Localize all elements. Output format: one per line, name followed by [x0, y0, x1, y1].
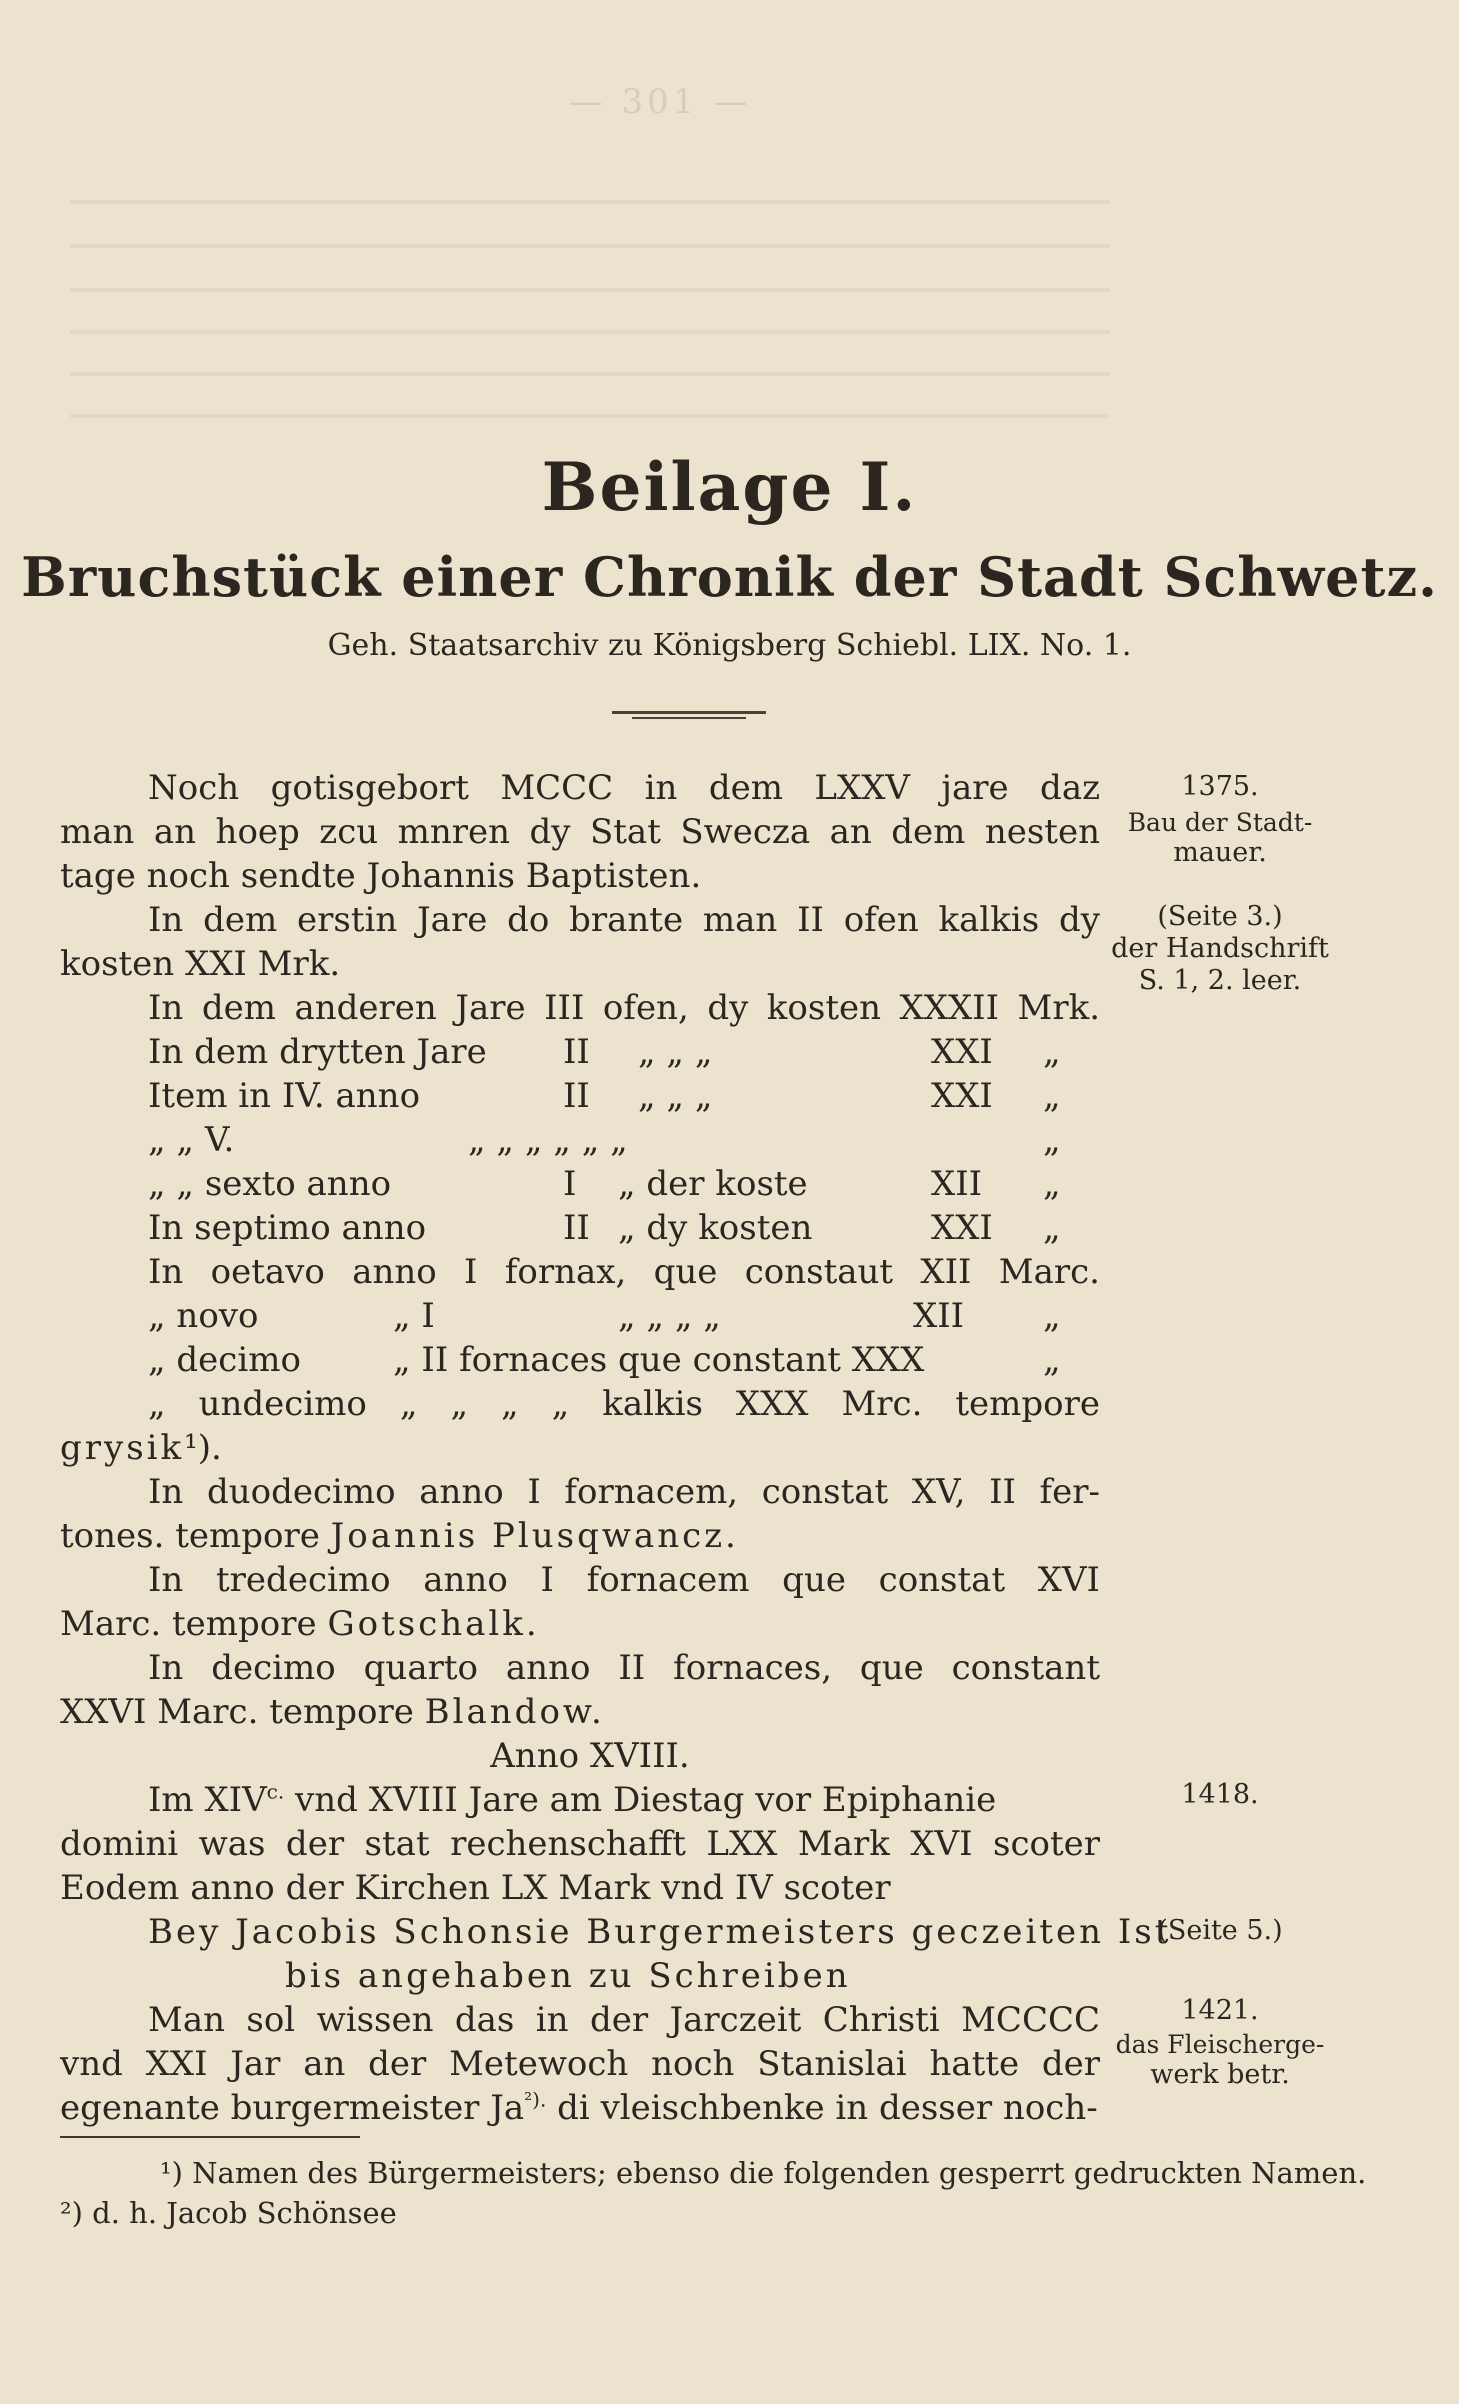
- bleedthrough-line: [70, 288, 1110, 292]
- ditto-mark: „: [1043, 1208, 1061, 1248]
- margin-year: 1375.: [1181, 771, 1259, 802]
- text-line: vnd XXI Jar an der Metewoch noch Stanislai hatte der: [60, 2044, 1100, 2084]
- text-line: [148, 1778, 1100, 1822]
- footnote-ref: ¹).: [184, 1428, 222, 1468]
- margin-note: S. 1, 2. leer.: [1138, 965, 1302, 996]
- text-line: [60, 1514, 1100, 1558]
- text-line: „ undecimo „ „ „ „ kalkis XXX Mrc. tempore: [148, 1384, 1100, 1424]
- margin-note: das Fleischerge-: [1115, 2030, 1325, 2059]
- kiln-cost: XII: [913, 1296, 965, 1336]
- text-line: In dem anderen Jare III ofen, dy kosten XXXII Mrk.: [148, 988, 1100, 1028]
- text-line: Eodem anno der Kirchen LX Mark vnd IV scoter: [60, 1868, 891, 1908]
- text-line: Bey Jacobis Schonsie Burgermeisters geczeiten Ist: [148, 1912, 1172, 1952]
- ditto-mark: „: [1043, 1296, 1061, 1336]
- text-line: Man sol wissen das in der Jarczeit Christi MCCCC: [148, 2000, 1100, 2040]
- kiln-year: Item in IV. anno: [148, 1076, 421, 1116]
- text-line: [60, 2086, 1100, 2130]
- year-heading: Anno XVIII.: [490, 1736, 690, 1776]
- footnote-1: ¹) Namen des Bürgermeisters; ebenso die folgenden gesperrt gedruckten Namen.: [160, 2156, 1367, 2190]
- kiln-year: In septimo anno: [148, 1208, 427, 1248]
- margin-note: (Seite 5.): [1157, 1915, 1283, 1946]
- text-fragment: Marc. tempore: [60, 1604, 317, 1644]
- text-line: man an hoep zcu mnren dy Stat Sweczа an dem nesten: [60, 812, 1100, 852]
- text-line: In tredecimo anno I fornacem que constat XVI: [148, 1560, 1100, 1600]
- mayor-name: Joannis Plusqwancz.: [330, 1516, 739, 1556]
- kiln-year: „ novo: [148, 1296, 259, 1336]
- superscript: c.: [266, 1779, 285, 1804]
- kiln-detail: „ II fornaces que constant XXX: [393, 1340, 925, 1380]
- archive-source: Geh. Staatsarchiv zu Königsberg Schiebl. LIX. No. 1.: [327, 628, 1132, 663]
- kiln-cost: XXI: [931, 1032, 993, 1072]
- mayor-name: grysik: [60, 1428, 185, 1468]
- ditto-marks: „ „ „: [638, 1076, 713, 1116]
- text-line: In duodecimo anno I fornacem, constat XV, II fer-: [148, 1472, 1100, 1512]
- kiln-cost: XII: [931, 1164, 983, 1204]
- margin-note: Bau der Stadt-: [1127, 808, 1313, 837]
- kiln-row: [148, 1338, 1100, 1382]
- margin-note: werk betr.: [1150, 2059, 1290, 2090]
- text-line: [60, 1690, 1100, 1734]
- ditto-marks: „ „ „ „: [618, 1296, 721, 1336]
- kiln-count: II: [563, 1032, 590, 1072]
- text-line: domini was der stat rechenschafft LXX Mark XVI scoter: [60, 1824, 1100, 1864]
- margin-note: mauer.: [1173, 837, 1267, 868]
- footnote-2: ²) d. h. Jacob Schönsee: [60, 2196, 397, 2230]
- margin-year: 1421.: [1181, 1995, 1259, 2026]
- kiln-cost-label: „ der koste: [618, 1164, 808, 1204]
- kiln-count: „ I: [393, 1296, 435, 1336]
- text-fragment: di vleischbenke in desser noch-: [557, 2088, 1098, 2128]
- kiln-row: [148, 1030, 1100, 1074]
- kiln-row: [148, 1118, 1100, 1162]
- kiln-cost: XXI: [931, 1208, 993, 1248]
- kiln-year: „ „ sexto anno: [148, 1164, 392, 1204]
- kiln-cost: XXI: [931, 1076, 993, 1116]
- kiln-year: „ decimo: [148, 1340, 301, 1380]
- text-line: In oetavo anno I fornax, que constaut XII Marc.: [148, 1252, 1100, 1292]
- text-line: kosten XXI Mrk.: [60, 944, 341, 984]
- ditto-mark: „: [1043, 1032, 1061, 1072]
- text-fragment: vnd XVIII Jare am Diestag vor Epiphanie: [284, 1780, 997, 1820]
- margin-note: (Seite 3.): [1157, 901, 1283, 932]
- appendix-title: Beilage I.: [541, 448, 918, 526]
- text-line: In dem erstin Jare do brante man II ofen kalkis dy: [148, 900, 1100, 940]
- kiln-year: In dem drytten Jare: [148, 1032, 487, 1072]
- kiln-count: II: [563, 1076, 590, 1116]
- kiln-year: „ „ V.: [148, 1120, 235, 1160]
- chronicle-title: Bruchstück einer Chronik der Stadt Schwetz.: [21, 545, 1438, 609]
- text-fragment: Im XIV: [148, 1780, 267, 1820]
- title-divider: [612, 711, 766, 714]
- kiln-row: [148, 1074, 1100, 1118]
- footnote-divider: [60, 2136, 360, 2138]
- text-line: Noch gotisgebort MCCC in dem LXXV jare daz: [148, 768, 1100, 808]
- text-fragment: egenante burgermeister Ja: [60, 2088, 525, 2128]
- text-fragment: XXVI Marc. tempore: [60, 1692, 414, 1732]
- bleedthrough-line: [70, 330, 1110, 334]
- page-number-bleedthrough: — 301 —: [568, 82, 752, 122]
- bleedthrough-line: [70, 244, 1110, 248]
- bleedthrough-line: [70, 200, 1110, 204]
- kiln-row: [148, 1162, 1100, 1206]
- text-line: In decimo quarto anno II fornaces, que constant: [148, 1648, 1100, 1688]
- bleedthrough-line: [70, 372, 1110, 376]
- ditto-marks: „ „ „ „ „ „: [468, 1120, 628, 1160]
- kiln-count: II: [563, 1208, 590, 1248]
- kiln-row: [148, 1294, 1100, 1338]
- text-line: tage noch sendte Johannis Baptisten.: [60, 856, 702, 896]
- text-line: [60, 1426, 1100, 1470]
- kiln-row: [148, 1206, 1100, 1250]
- text-line: [60, 1602, 1100, 1646]
- bleedthrough-line: [70, 414, 1110, 418]
- mayor-name: Blandow.: [424, 1692, 605, 1732]
- ditto-mark: „: [1043, 1076, 1061, 1116]
- footnote-ref: ²).: [524, 2087, 547, 2112]
- ditto-mark: „: [1043, 1164, 1061, 1204]
- margin-note: der Handschrift: [1111, 933, 1329, 964]
- margin-year: 1418.: [1181, 1779, 1259, 1810]
- text-line: bis angehaben zu Schreiben: [285, 1956, 851, 1996]
- kiln-count: I: [563, 1164, 577, 1204]
- mayor-name: Gotschalk.: [327, 1604, 540, 1644]
- text-fragment: tones. tempore: [60, 1516, 320, 1556]
- ditto-mark: „: [1043, 1340, 1061, 1380]
- ditto-mark: „: [1043, 1120, 1061, 1160]
- ditto-marks: „ „ „: [638, 1032, 713, 1072]
- kiln-cost-label: „ dy kosten: [618, 1208, 813, 1248]
